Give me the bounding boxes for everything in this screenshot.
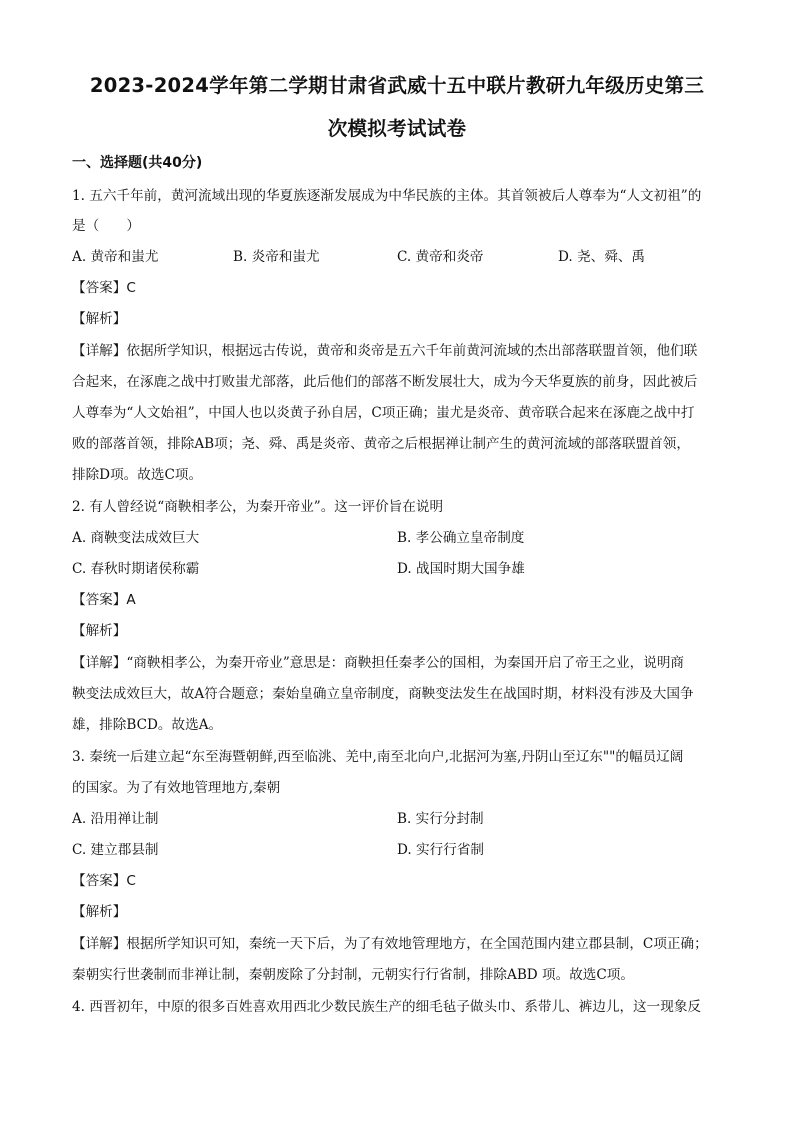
q1-option-b: B. 炎帝和蚩尤 bbox=[233, 249, 320, 265]
q1-detail-line: 排除D项。故选C项。 bbox=[72, 467, 203, 483]
q2-option-d: D. 战国时期大国争雄 bbox=[397, 561, 525, 577]
q1-detail-line: 人尊奉为“人文始祖”，中国人也以炎黄子孙自居，C项正确；蚩尤是炎帝、黄帝联合起来在涿鹿之战中打 bbox=[72, 405, 695, 421]
section-heading: 一、选择题(共40分) bbox=[72, 155, 203, 171]
q3-stem-line2: 的国家。为了有效地管理地方,秦朝 bbox=[72, 780, 281, 796]
q2-detail-line: 【详解】“商鞅相孝公，为秦开帝业”意思是：商鞅担任秦孝公的国相，为秦国开启了帝王之业，说明商 bbox=[72, 655, 685, 671]
q2-detail-line: 雄，排除BCD。故选A。 bbox=[72, 717, 223, 733]
q1-detail-line: 败的部落首领，排除AB项；尧、舜、禹是炎帝、黄帝之后根据禅让制产生的黄河流域的部落联盟首领， bbox=[72, 436, 690, 452]
q1-option-c: C. 黄帝和炎帝 bbox=[397, 249, 484, 265]
exam-title-line1: 2023-2024学年第二学期甘肃省武威十五中联片教研九年级历史第三 bbox=[89, 74, 705, 97]
q3-answer: 【答案】C bbox=[72, 873, 136, 889]
q3-detail-line: 秦朝实行世袭制而非禅让制，秦朝废除了分封制，元朝实行行省制，排除ABD 项。故选C项。 bbox=[72, 967, 634, 983]
q1-detail-line: 合起来，在涿鹿之战中打败蚩尤部落，此后他们的部落不断发展壮大，成为今天华夏族的前身，因此被后 bbox=[72, 374, 698, 390]
q1-option-a: A. 黄帝和蚩尤 bbox=[72, 249, 159, 265]
q2-option-a: A. 商鞅变法成效巨大 bbox=[72, 530, 200, 546]
q1-analysis-label: 【解析】 bbox=[72, 311, 127, 327]
exam-title-line2: 次模拟考试试卷 bbox=[327, 117, 467, 140]
q2-option-b: B. 孝公确立皇帝制度 bbox=[397, 530, 525, 546]
q2-detail-line: 鞅变法成效巨大，故A符合题意；秦始皇确立皇帝制度，商鞅变法发生在战国时期，材料没有涉及大国争 bbox=[72, 686, 694, 702]
q3-option-a: A. 沿用禅让制 bbox=[72, 811, 159, 827]
q1-answer: 【答案】C bbox=[72, 280, 136, 296]
q1-stem-line1: 1. 五六千年前，黄河流域出现的华夏族逐渐发展成为中华民族的主体。其首领被后人尊奉为“人文初祖”的 bbox=[72, 188, 702, 204]
q3-option-b: B. 实行分封制 bbox=[397, 811, 484, 827]
q3-detail-line: 【详解】根据所学知识可知，秦统一天下后，为了有效地管理地方，在全国范围内建立郡县制，C项正确； bbox=[72, 936, 708, 952]
q1-stem-line2: 是（ ） bbox=[72, 218, 140, 234]
q2-analysis-label: 【解析】 bbox=[72, 623, 127, 639]
q3-option-d: D. 实行行省制 bbox=[397, 842, 485, 858]
q4-stem: 4. 西晋初年，中原的很多百姓喜欢用西北少数民族生产的细毛毡子做头巾、系带儿、裤边儿，这一现象反 bbox=[72, 999, 702, 1015]
q2-stem: 2. 有人曾经说“商鞅相孝公，为秦开帝业”。这一评价旨在说明 bbox=[72, 499, 444, 515]
q1-option-d: D. 尧、舜、禹 bbox=[558, 249, 646, 265]
q2-answer: 【答案】A bbox=[72, 592, 136, 608]
q1-detail-line: 【详解】依据所学知识，根据远古传说，黄帝和炎帝是五六千年前黄河流域的杰出部落联盟首领，他们联 bbox=[72, 343, 698, 359]
q3-option-c: C. 建立郡县制 bbox=[72, 842, 159, 858]
q3-analysis-label: 【解析】 bbox=[72, 904, 127, 920]
q3-stem-line1: 3. 秦统一后建立起“东至海暨朝鲜,西至临洮、羌中,南至北向户,北据河为塞,丹阴山至辽东""的幅员辽阔 bbox=[72, 749, 684, 765]
q2-option-c: C. 春秋时期诸侯称霸 bbox=[72, 561, 200, 577]
